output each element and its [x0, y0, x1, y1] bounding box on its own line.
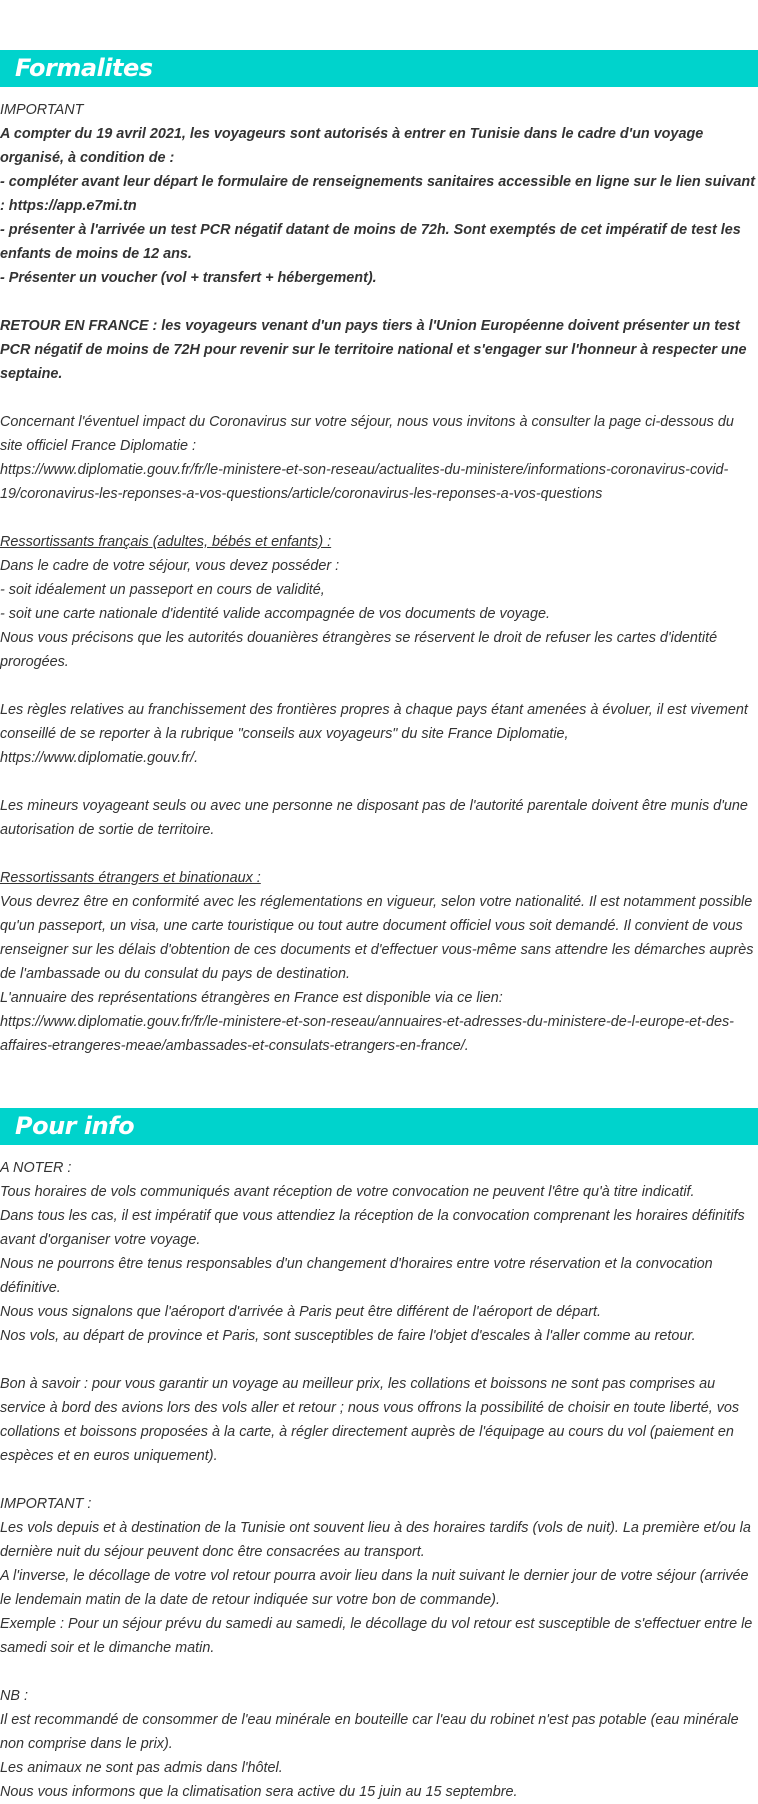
- formalites-line: RETOUR EN FRANCE : les voyageurs venant d'un pays tiers à l'Union Européenne doivent présenter un test PCR négatif de moins de 72H pour revenir sur le territoire national et s'engager sur l'honneur à respecter une septaine.: [0, 318, 747, 382]
- pour-info-line: A NOTER :: [0, 1160, 72, 1176]
- formalites-line: [0, 290, 758, 314]
- formalites-line: Concernant l'éventuel impact du Coronavirus sur votre séjour, nous vous invitons à consulter la page ci-dessous du site officiel France Diplomatie :: [0, 414, 734, 454]
- formalites-line: Les mineurs voyageant seuls ou avec une personne ne disposant pas de l'autorité parentale doivent être munis d'une autorisation de sortie de territoire.: [0, 798, 748, 838]
- formalites-title: Formalites: [15, 54, 153, 82]
- pour-info-line: NB :: [0, 1688, 28, 1704]
- pour-info-line: Dans tous les cas, il est impératif que vous attendiez la réception de la convocation comprenant les horaires définitifs avant d'organiser votre voyage.: [0, 1208, 745, 1248]
- formalites-line: [0, 506, 758, 530]
- pour-info-line: [0, 1348, 758, 1372]
- formalites-line: - soit une carte nationale d'identité valide accompagnée de vos documents de voyage.: [0, 606, 550, 622]
- pour-info-line: [0, 1660, 758, 1684]
- diplomatie-covid-link[interactable]: https://www.diplomatie.gouv.fr/fr/le-ministere-et-son-reseau/actualites-du-ministere/informations-coronavirus-covid-19/coronavirus-les-reponses-a-vos-questions/article/coronavirus-les-reponses-a-vos-questions: [0, 462, 729, 502]
- formalites-line: Nous vous précisons que les autorités douanières étrangères se réservent le droit de refuser les cartes d'identité prorogées.: [0, 630, 718, 670]
- formalites-line: Vous devrez être en conformité avec les réglementations en vigueur, selon votre nationalité. Il est notamment possible qu'un passeport, un visa, une carte touristique ou tout autre document officiel vous soit demandé. Il convient de vous renseigner sur les délais d'obtention de ces documents et d'effectuer vous-même sans attendre les démarches auprès de l'ambassade ou du consulat du pays de destination.: [0, 894, 754, 982]
- pour-info-line: Les vols depuis et à destination de la Tunisie ont souvent lieu à des horaires tardifs (vols de nuit). La première et/ou la dernière nuit du séjour peuvent donc être consacrées au transport.: [0, 1520, 751, 1560]
- formalites-line: IMPORTANT: [0, 102, 84, 118]
- formalites-header: [0, 50, 758, 87]
- formalites-line: - Présenter un voucher (vol + transfert + hébergement).: [0, 270, 377, 286]
- pour-info-line: Les animaux ne sont pas admis dans l'hôtel.: [0, 1760, 283, 1776]
- formalites-line: [0, 386, 758, 410]
- pour-info-header: [0, 1108, 758, 1145]
- formalites-line: Dans le cadre de votre séjour, vous devez posséder :: [0, 558, 340, 574]
- pour-info-line: IMPORTANT :: [0, 1496, 92, 1512]
- formalites-line: - soit idéalement un passeport en cours de validité,: [0, 582, 325, 598]
- formalites-content: [0, 98, 758, 1058]
- pour-info-line: A l'inverse, le décollage de votre vol retour pourra avoir lieu dans la nuit suivant le dernier jour de votre séjour (arrivée le lendemain matin de la date de retour indiquée sur votre bon de commande).: [0, 1568, 749, 1608]
- ressortissants-etrangers-heading: Ressortissants étrangers et binationaux :: [0, 870, 261, 886]
- pour-info-line: Nous ne pourrons être tenus responsables d'un changement d'horaires entre votre réservation et la convocation définitive.: [0, 1256, 713, 1296]
- pour-info-line: Tous horaires de vols communiqués avant réception de votre convocation ne peuvent l'être qu'à titre indicatif.: [0, 1184, 695, 1200]
- pour-info-line: Nous vous informons que la climatisation sera active du 15 juin au 15 septembre.: [0, 1784, 518, 1800]
- pour-info-line: Il est recommandé de consommer de l'eau minérale en bouteille car l'eau du robinet n'est pas potable (eau minérale non comprise dans le prix).: [0, 1712, 739, 1752]
- formalites-line: A compter du 19 avril 2021, les voyageurs sont autorisés à entrer en Tunisie dans le cadre d'un voyage organisé, à condition de :: [0, 126, 704, 166]
- pour-info-line: Nos vols, au départ de province et Paris, sont susceptibles de faire l'objet d'escales à l'aller comme au retour.: [0, 1328, 696, 1344]
- formalites-line: - présenter à l'arrivée un test PCR négatif datant de moins de 72h. Sont exemptés de cet impératif de test les enfants de moins de 12 ans.: [0, 222, 741, 262]
- ambassades-link[interactable]: https://www.diplomatie.gouv.fr/fr/le-ministere-et-son-reseau/annuaires-et-adresses-du-ministere-de-l-europe-et-des-affaires-etrangeres-meae/ambassades-et-consulats-etrangers-en-france/.: [0, 1014, 734, 1054]
- pour-info-line: Nous vous signalons que l'aéroport d'arrivée à Paris peut être différent de l'aéroport de départ.: [0, 1304, 602, 1320]
- pour-info-content: [0, 1156, 758, 1804]
- formalites-line: [0, 770, 758, 794]
- pour-info-line: [0, 1468, 758, 1492]
- formalites-line: - compléter avant leur départ le formulaire de renseignements sanitaires accessible en ligne sur le lien suivant : https://app.e7mi.tn: [0, 174, 755, 214]
- pour-info-title: Pour info: [15, 1112, 135, 1140]
- formalites-line: Les règles relatives au franchissement des frontières propres à chaque pays étant amenées à évoluer, il est vivement conseillé de se reporter à la rubrique "conseils aux voyageurs" du site France Diplomatie, https://www.diplomatie.gouv.fr/.: [0, 702, 748, 766]
- pour-info-line: Bon à savoir : pour vous garantir un voyage au meilleur prix, les collations et boissons ne sont pas comprises au service à bord des avions lors des vols aller et retour ; nous vous offrons la possibilité de choisir en toute liberté, vos collations et boissons proposées à la carte, à régler directement auprès de l'équipage au cours du vol (paiement en espèces et en euros uniquement).: [0, 1376, 740, 1464]
- pour-info-line: Exemple : Pour un séjour prévu du samedi au samedi, le décollage du vol retour est susceptible de s'effectuer entre le samedi soir et le dimanche matin.: [0, 1616, 753, 1656]
- formalites-line: [0, 842, 758, 866]
- formalites-line: [0, 674, 758, 698]
- formalites-line: L'annuaire des représentations étrangères en France est disponible via ce lien:: [0, 990, 503, 1006]
- ressortissants-francais-heading: Ressortissants français (adultes, bébés et enfants) :: [0, 534, 332, 550]
